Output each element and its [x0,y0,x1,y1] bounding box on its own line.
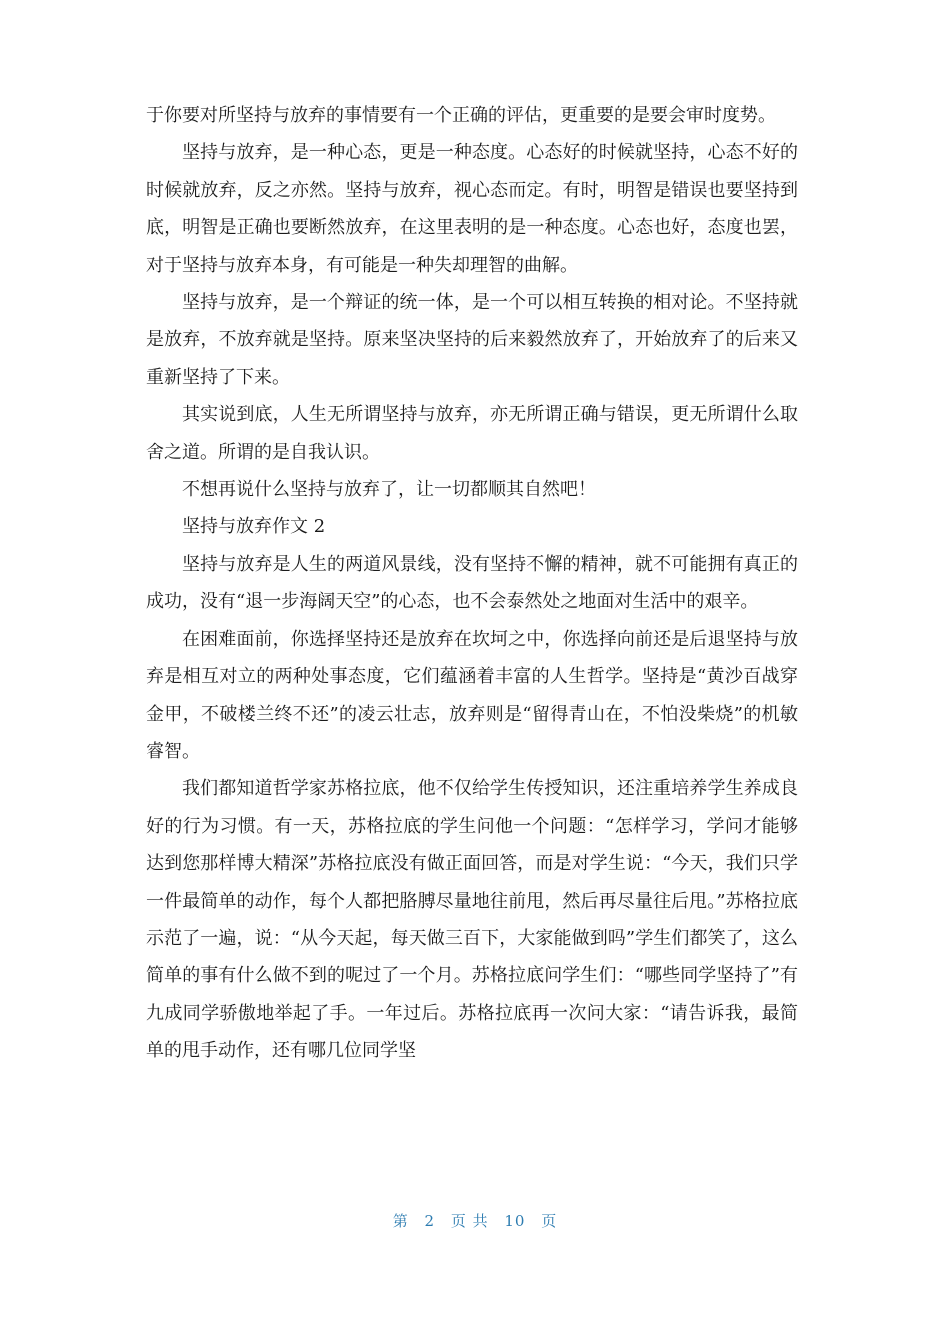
footer-suffix: 页 [541,1212,558,1230]
section-heading: 坚持与放弃作文 2 [182,516,326,538]
paragraph-1: 于你要对所坚持与放弃的事情要有一个正确的评估，更重要的是要会审时度势。 [146,105,776,126]
paragraph-2: 坚持与放弃，是一种心态，更是一种态度。心态好的时候就坚持，心态不好的时候就放弃，反之亦然。坚持与放弃，视心态而定。有时，明智是错误也要坚持到底，明智是正确也要断然放弃，在这里表明的是一种态度。心态也好，态度也罢，对于坚持与放弃本身，有可能是一种失却理智的曲解。 [146,142,798,276]
footer-prefix: 第 [392,1212,409,1230]
footer-mid: 页 共 [450,1212,489,1230]
paragraph-7: 在困难面前，你选择坚持还是放弃在坎坷之中，你选择向前还是后退坚持与放弃是相互对立的两种处事态度，它们蕴涵着丰富的人生哲学。坚持是“黄沙百战穿金甲，不破楼兰终不还”的凌云壮志，放弃则是“留得青山在，不怕没柴烧”的机敏睿智。 [146,628,798,762]
paragraph-6: 坚持与放弃是人生的两道风景线，没有坚持不懈的精神，就不可能拥有真正的成功，没有“退一步海阔天空”的心态，也不会泰然处之地面对生活中的艰辛。 [146,553,798,613]
footer-current-page: 2 [424,1212,436,1230]
paragraph-4: 其实说到底，人生无所谓坚持与放弃，亦无所谓正确与错误，更无所谓什么取舍之道。所谓的是自我认识。 [146,404,798,463]
paragraph-5: 不想再说什么坚持与放弃了，让一切都顺其自然吧！ [182,479,596,501]
document-body [146,97,798,1070]
paragraph-3: 坚持与放弃，是一个辩证的统一体，是一个可以相互转换的相对论。不坚持就是放弃，不放弃就是坚持。原来坚决坚持的后来毅然放弃了，开始放弃了的后来又重新坚持了下来。 [146,292,798,388]
footer-total-pages: 10 [504,1212,526,1230]
page-footer [0,1210,950,1231]
paragraph-8: 我们都知道哲学家苏格拉底，他不仅给学生传授知识，还注重培养学生养成良好的行为习惯。有一天，苏格拉底的学生问他一个问题：“怎样学习，学问才能够达到您那样博大精深”苏格拉底没有做正面回答，而是对学生说：“今天，我们只学一件最简单的动作，每个人都把胳膊尽量地往前甩，然后再尽量往后甩。”苏格拉底示范了一遍，说：“从今天起，每天做三百下，大家能做到吗”学生们都笑了，这么简单的事有什么做不到的呢过了一个月。苏格拉底问学生们：“哪些同学坚持了”有九成同学骄傲地举起了手。一年过后。苏格拉底再一次问大家：“请告诉我，最简单的甩手动作，还有哪几位同学坚 [146,778,798,1062]
